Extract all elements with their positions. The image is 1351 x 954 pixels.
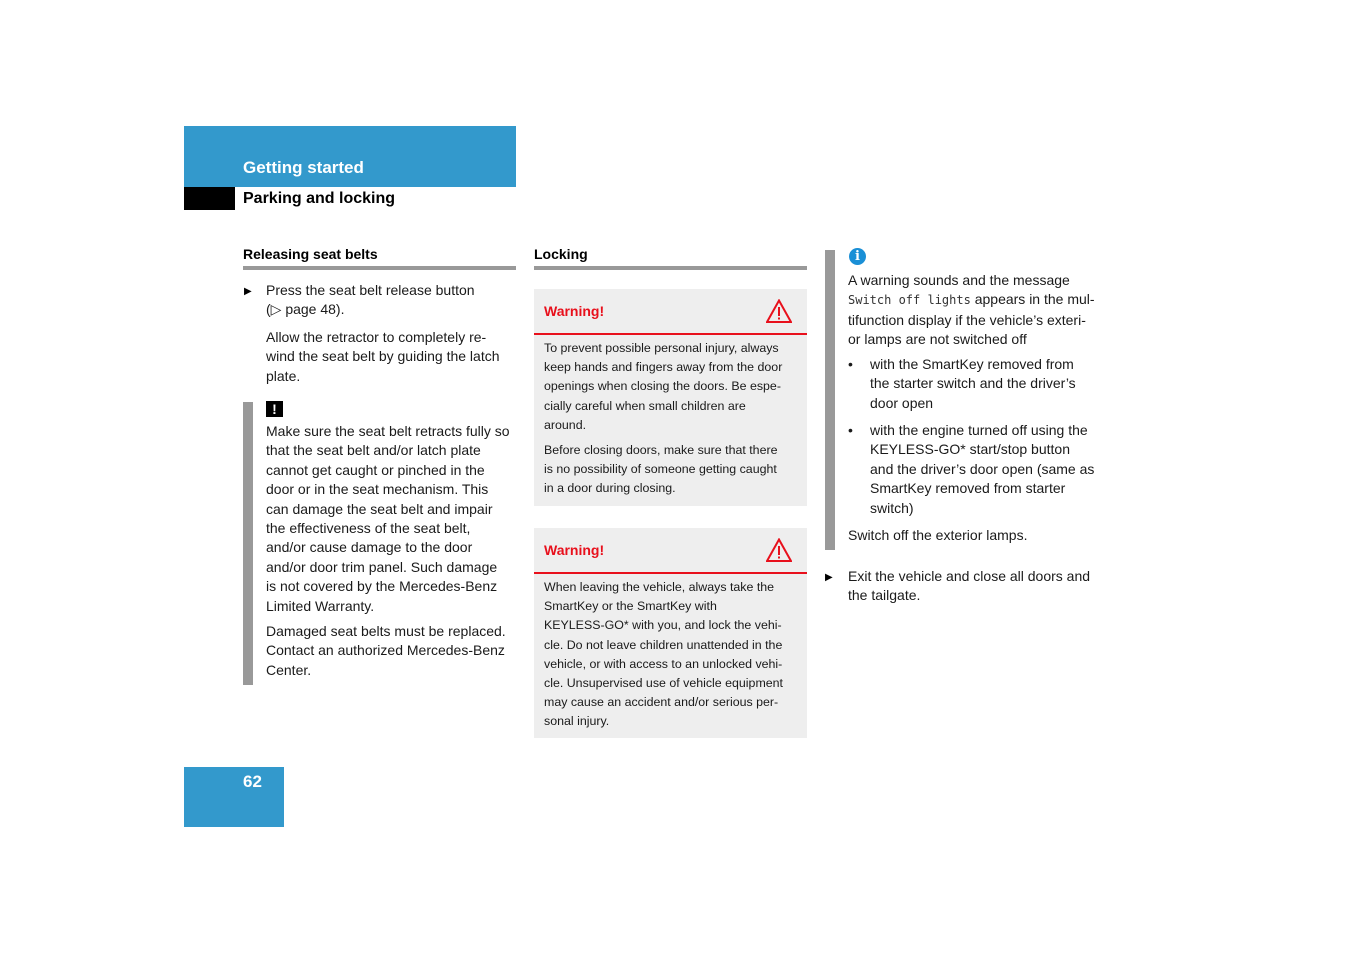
text-line: wind the seat belt by guiding the latch — [266, 348, 500, 365]
warning-para2 — [544, 441, 797, 499]
step-detail — [266, 328, 521, 386]
text-line: tifunction display if the vehicle’s exteri- — [848, 311, 1086, 328]
text-line: that the seat belt and/or latch plate — [266, 442, 481, 459]
warning-para1 — [544, 578, 797, 732]
warning-box-leaving-vehicle — [534, 528, 807, 738]
text-line: and/or door trim panel. Such damage — [266, 558, 498, 575]
text-line: cle. Do not leave children unattended in the — [544, 637, 783, 652]
heading-locking: Locking — [534, 246, 588, 262]
page-number: 62 — [243, 772, 262, 791]
text-line: Before closing doors, make sure that there — [544, 443, 778, 458]
note-text-para1 — [266, 422, 524, 616]
text-line: can damage the seat belt and impair — [266, 500, 493, 517]
step-exit-vehicle — [848, 567, 1108, 606]
text-line: sonal injury. — [544, 714, 610, 729]
text-line: plate. — [266, 367, 301, 384]
text-line: Contact an authorized Mercedes-Benz — [266, 642, 505, 659]
warning-title: Warning! — [544, 542, 605, 558]
chapter-title: Getting started — [243, 158, 364, 177]
text-line: the effectiveness of the seat belt, — [266, 520, 471, 537]
text-line: openings when closing the doors. Be espe- — [544, 379, 781, 394]
warning-triangle-icon — [766, 538, 792, 562]
info-icon: i — [849, 248, 866, 265]
text-line: the tailgate. — [848, 587, 921, 604]
text-line: SmartKey or the SmartKey with — [544, 599, 717, 614]
text-line: keep hands and fingers away from the door — [544, 360, 783, 375]
step-release-button — [266, 281, 521, 320]
text-line — [848, 290, 1108, 310]
note-side-bar — [243, 402, 253, 685]
info-bullet-2 — [848, 421, 1108, 518]
page-number-band — [184, 767, 284, 827]
step-text-line: (▷ page 48). — [266, 301, 345, 318]
text-line: door open — [870, 394, 934, 411]
display-message: Switch off lights — [848, 293, 971, 308]
step-text-line: Press the seat belt release button — [266, 282, 475, 298]
text-line: When leaving the vehicle, always take the — [544, 580, 775, 594]
text-line: is not covered by the Mercedes-Benz — [266, 578, 498, 595]
text-line: cannot get caught or pinched in the — [266, 461, 485, 478]
bullet-icon: • — [848, 422, 853, 438]
heading-rule — [243, 266, 516, 270]
text-line: Exit the vehicle and close all doors and — [848, 568, 1091, 584]
text-line: A warning sounds and the message — [848, 272, 1070, 288]
warning-header — [534, 528, 807, 574]
info-closing: Switch off the exterior lamps. — [848, 527, 1028, 543]
note-text-para2 — [266, 622, 524, 680]
text-line: Center. — [266, 661, 312, 678]
warning-body — [534, 335, 807, 513]
section-tab-marker — [184, 187, 235, 210]
info-intro — [848, 271, 1108, 350]
step-arrow-icon: ▶ — [244, 286, 252, 297]
text-line: is no possibility of someone getting caught — [544, 462, 777, 477]
text-line: may cause an accident and/or serious per- — [544, 695, 779, 710]
text-line: and the driver’s door open (same as — [870, 460, 1095, 477]
text-line: with the SmartKey removed from — [870, 356, 1074, 372]
bullet-icon: • — [848, 356, 853, 372]
text-line: in a door during closing. — [544, 481, 676, 496]
warning-box-doors — [534, 289, 807, 506]
heading-releasing-seat-belts: Releasing seat belts — [243, 246, 378, 262]
warning-body — [534, 574, 807, 746]
warning-triangle-icon — [766, 299, 792, 323]
text-fragment: appears in the mul- — [970, 291, 1095, 308]
warning-para1 — [544, 339, 797, 435]
text-line: To prevent possible personal injury, always — [544, 341, 779, 355]
step-arrow-icon: ▶ — [825, 572, 833, 583]
text-line: Limited Warranty. — [266, 597, 375, 614]
text-line: the starter switch and the driver’s — [870, 375, 1076, 392]
text-line: or lamps are not switched off — [848, 331, 1027, 348]
heading-rule — [534, 266, 807, 270]
exclamation-note-icon: ! — [266, 401, 283, 417]
text-line: Damaged seat belts must be replaced. — [266, 623, 506, 639]
text-line: and/or cause damage to the door — [266, 539, 473, 556]
text-line: Allow the retractor to completely re- — [266, 329, 487, 345]
section-title: Parking and locking — [243, 190, 396, 207]
text-line: cially careful when small children are — [544, 398, 746, 413]
text-line: cle. Unsupervised use of vehicle equipment — [544, 676, 783, 691]
info-side-bar — [825, 250, 835, 550]
text-line: Make sure the seat belt retracts fully so — [266, 423, 510, 439]
text-line: door or in the seat mechanism. This — [266, 481, 489, 498]
text-line: SmartKey removed from starter — [870, 480, 1066, 497]
text-line: KEYLESS-GO* with you, and lock the vehi- — [544, 618, 782, 633]
text-line: switch) — [870, 499, 914, 516]
info-bullet-1 — [848, 355, 1108, 413]
text-line: KEYLESS-GO* start/stop button — [870, 441, 1070, 458]
text-line: vehicle, or with access to an unlocked vehi- — [544, 656, 783, 671]
warning-header — [534, 289, 807, 335]
text-line: with the engine turned off using the — [870, 422, 1088, 438]
text-line: around. — [544, 417, 587, 432]
warning-title: Warning! — [544, 303, 605, 319]
